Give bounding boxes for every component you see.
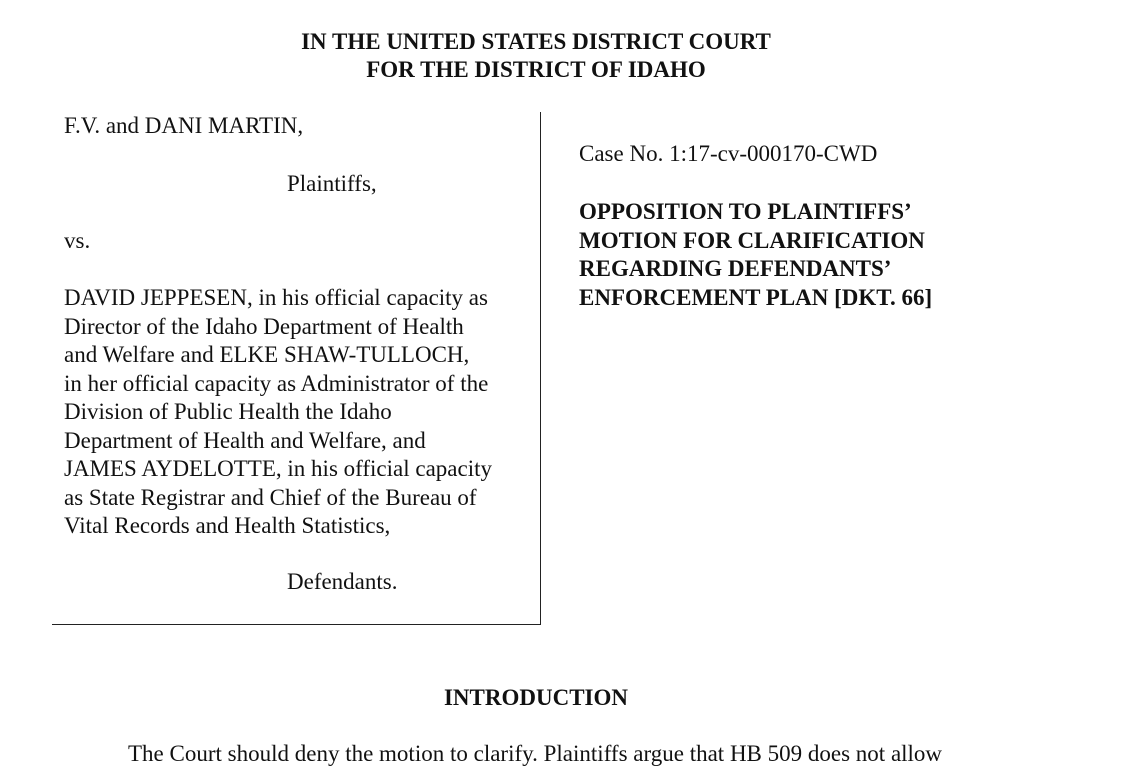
case-caption-parties	[52, 112, 541, 625]
court-district-line: FOR THE DISTRICT OF IDAHO	[366, 57, 706, 82]
defendants-line: Division of Public Health the Idaho	[64, 399, 392, 424]
body-paragraph-first-line: The Court should deny the motion to clarify. Plaintiffs argue that HB 509 does not allow	[128, 741, 943, 766]
section-heading-introduction: INTRODUCTION	[443, 685, 629, 710]
document-title-line: REGARDING DEFENDANTS’	[579, 256, 892, 281]
defendants-label: Defendants.	[287, 569, 398, 594]
defendants-line: and Welfare and ELKE SHAW-TULLOCH,	[64, 342, 470, 367]
defendants-line: Department of Health and Welfare, and	[64, 427, 426, 453]
case-number: Case No. 1:17-cv-000170-CWD	[579, 141, 878, 166]
defendants-line: in her official capacity as Administrator of the	[64, 370, 489, 396]
document-title-line: ENFORCEMENT PLAN [DKT. 66]	[579, 284, 933, 310]
defendants-line: DAVID JEPPESEN, in his official capacity as	[64, 285, 488, 310]
document-title-line: OPPOSITION TO PLAINTIFFS’	[579, 199, 912, 224]
versus-text: vs.	[64, 228, 91, 253]
defendants-line: Director of the Idaho Department of Health	[64, 313, 464, 339]
court-name-line: IN THE UNITED STATES DISTRICT COURT	[301, 29, 771, 54]
defendants-line: as State Registrar and Chief of the Bureau of	[64, 484, 477, 510]
document-title-line: MOTION FOR CLARIFICATION	[579, 227, 925, 253]
plaintiffs-names: F.V. and DANI MARTIN,	[64, 113, 304, 138]
defendants-line: Vital Records and Health Statistics,	[64, 513, 391, 538]
defendants-line: JAMES AYDELOTTE, in his official capacity	[64, 456, 492, 481]
plaintiffs-label: Plaintiffs,	[287, 171, 377, 196]
court-header	[0, 28, 1072, 84]
case-caption-title	[579, 140, 1099, 312]
defendants-names	[64, 284, 534, 541]
document-title	[579, 198, 1099, 312]
